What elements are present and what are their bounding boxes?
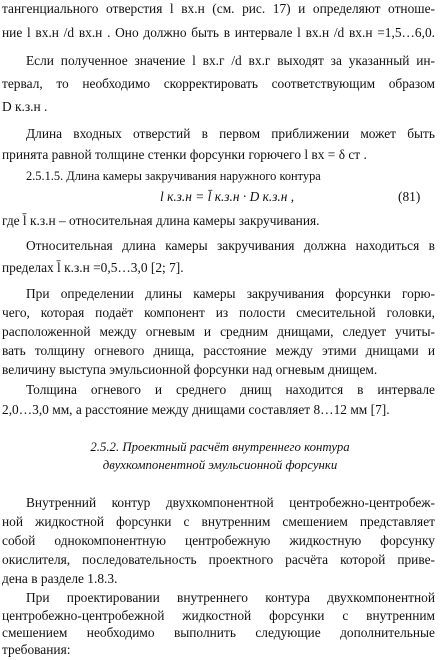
text-line: величину выступа эмульсионной форсунки над огневым днищем. <box>2 362 378 377</box>
subsection-heading: 2.5.1.5. Длина камеры закручивания наружного контура <box>26 169 321 183</box>
text-line: При определении длины камеры закручивания форсунки горю- <box>26 286 435 301</box>
text-line: чего, которая подаёт компонент из полости смесительной головки, <box>2 305 435 320</box>
text-line: При проектировании внутреннего контура двухкомпонентной <box>26 590 435 605</box>
text-line: собой однокомпонентную центробежную жидкостную форсунку <box>2 533 435 548</box>
text-line: где l̄ к.з.н – относительная длина камеры закручивания. <box>2 213 320 228</box>
formula: l к.з.н = l̄ к.з.н · D к.з.н , <box>160 189 295 204</box>
section-heading: 2.5.2. Проектный расчёт внутреннего контура <box>90 440 350 454</box>
text-line: Длина входных отверстий в первом приближении может быть <box>26 126 435 141</box>
text-line: центробежно-центробежной жидкостной форсунки с внутренним <box>2 608 435 623</box>
text-line: принята равной толщине стенки форсунки горючего l вх = δ ст . <box>2 147 367 162</box>
text-line: окислителя, последовательность проектного расчёта которой приве- <box>2 552 435 567</box>
text-line: Относительная длина камеры закручивания должна находиться в <box>26 238 435 253</box>
text-line: Толщина огневого и среднего днищ находится в интервале <box>26 382 435 397</box>
text-line: Если полученное значение l вх.г /d вх.г выходят за указанный ин- <box>26 53 435 68</box>
text-line: смешением необходимо выполнить следующие дополнительные <box>2 625 435 640</box>
equation-number: (81) <box>398 189 421 204</box>
section-heading: двухкомпонентной эмульсионной форсунки <box>102 458 338 472</box>
text-line: ной жидкостной форсунки с внутренним смешением представляет <box>2 514 435 529</box>
text-line: Внутренний контур двухкомпонентной центробежно-центробеж- <box>26 495 435 510</box>
text-line: дена в разделе 1.8.3. <box>2 571 118 586</box>
text-line: ние l вх.н /d вх.н . Оно должно быть в интервале l вх.н /d вх.н =1,5…6,0. <box>2 25 435 40</box>
text-line: 2,0…3,0 мм, а расстояние между днищами составляет 8…12 мм [7]. <box>2 402 390 417</box>
text-line: D к.з.н . <box>2 99 48 114</box>
text-line: тангенциального отверстия l вх.н (см. рис. 17) и определяют отноше- <box>2 1 435 16</box>
text-line: пределах l̄ к.з.н =0,5…3,0 [2; 7]. <box>2 260 184 275</box>
text-line: требования: <box>2 642 71 657</box>
text-line: вать толщину огневого днища, расстояние между этими днищами и <box>2 343 435 358</box>
text-line: тервал, то необходимо скорректировать соответствующим образом <box>2 76 435 91</box>
text-line: расположенной между огневым и средним днищами, следует учиты- <box>2 324 435 339</box>
